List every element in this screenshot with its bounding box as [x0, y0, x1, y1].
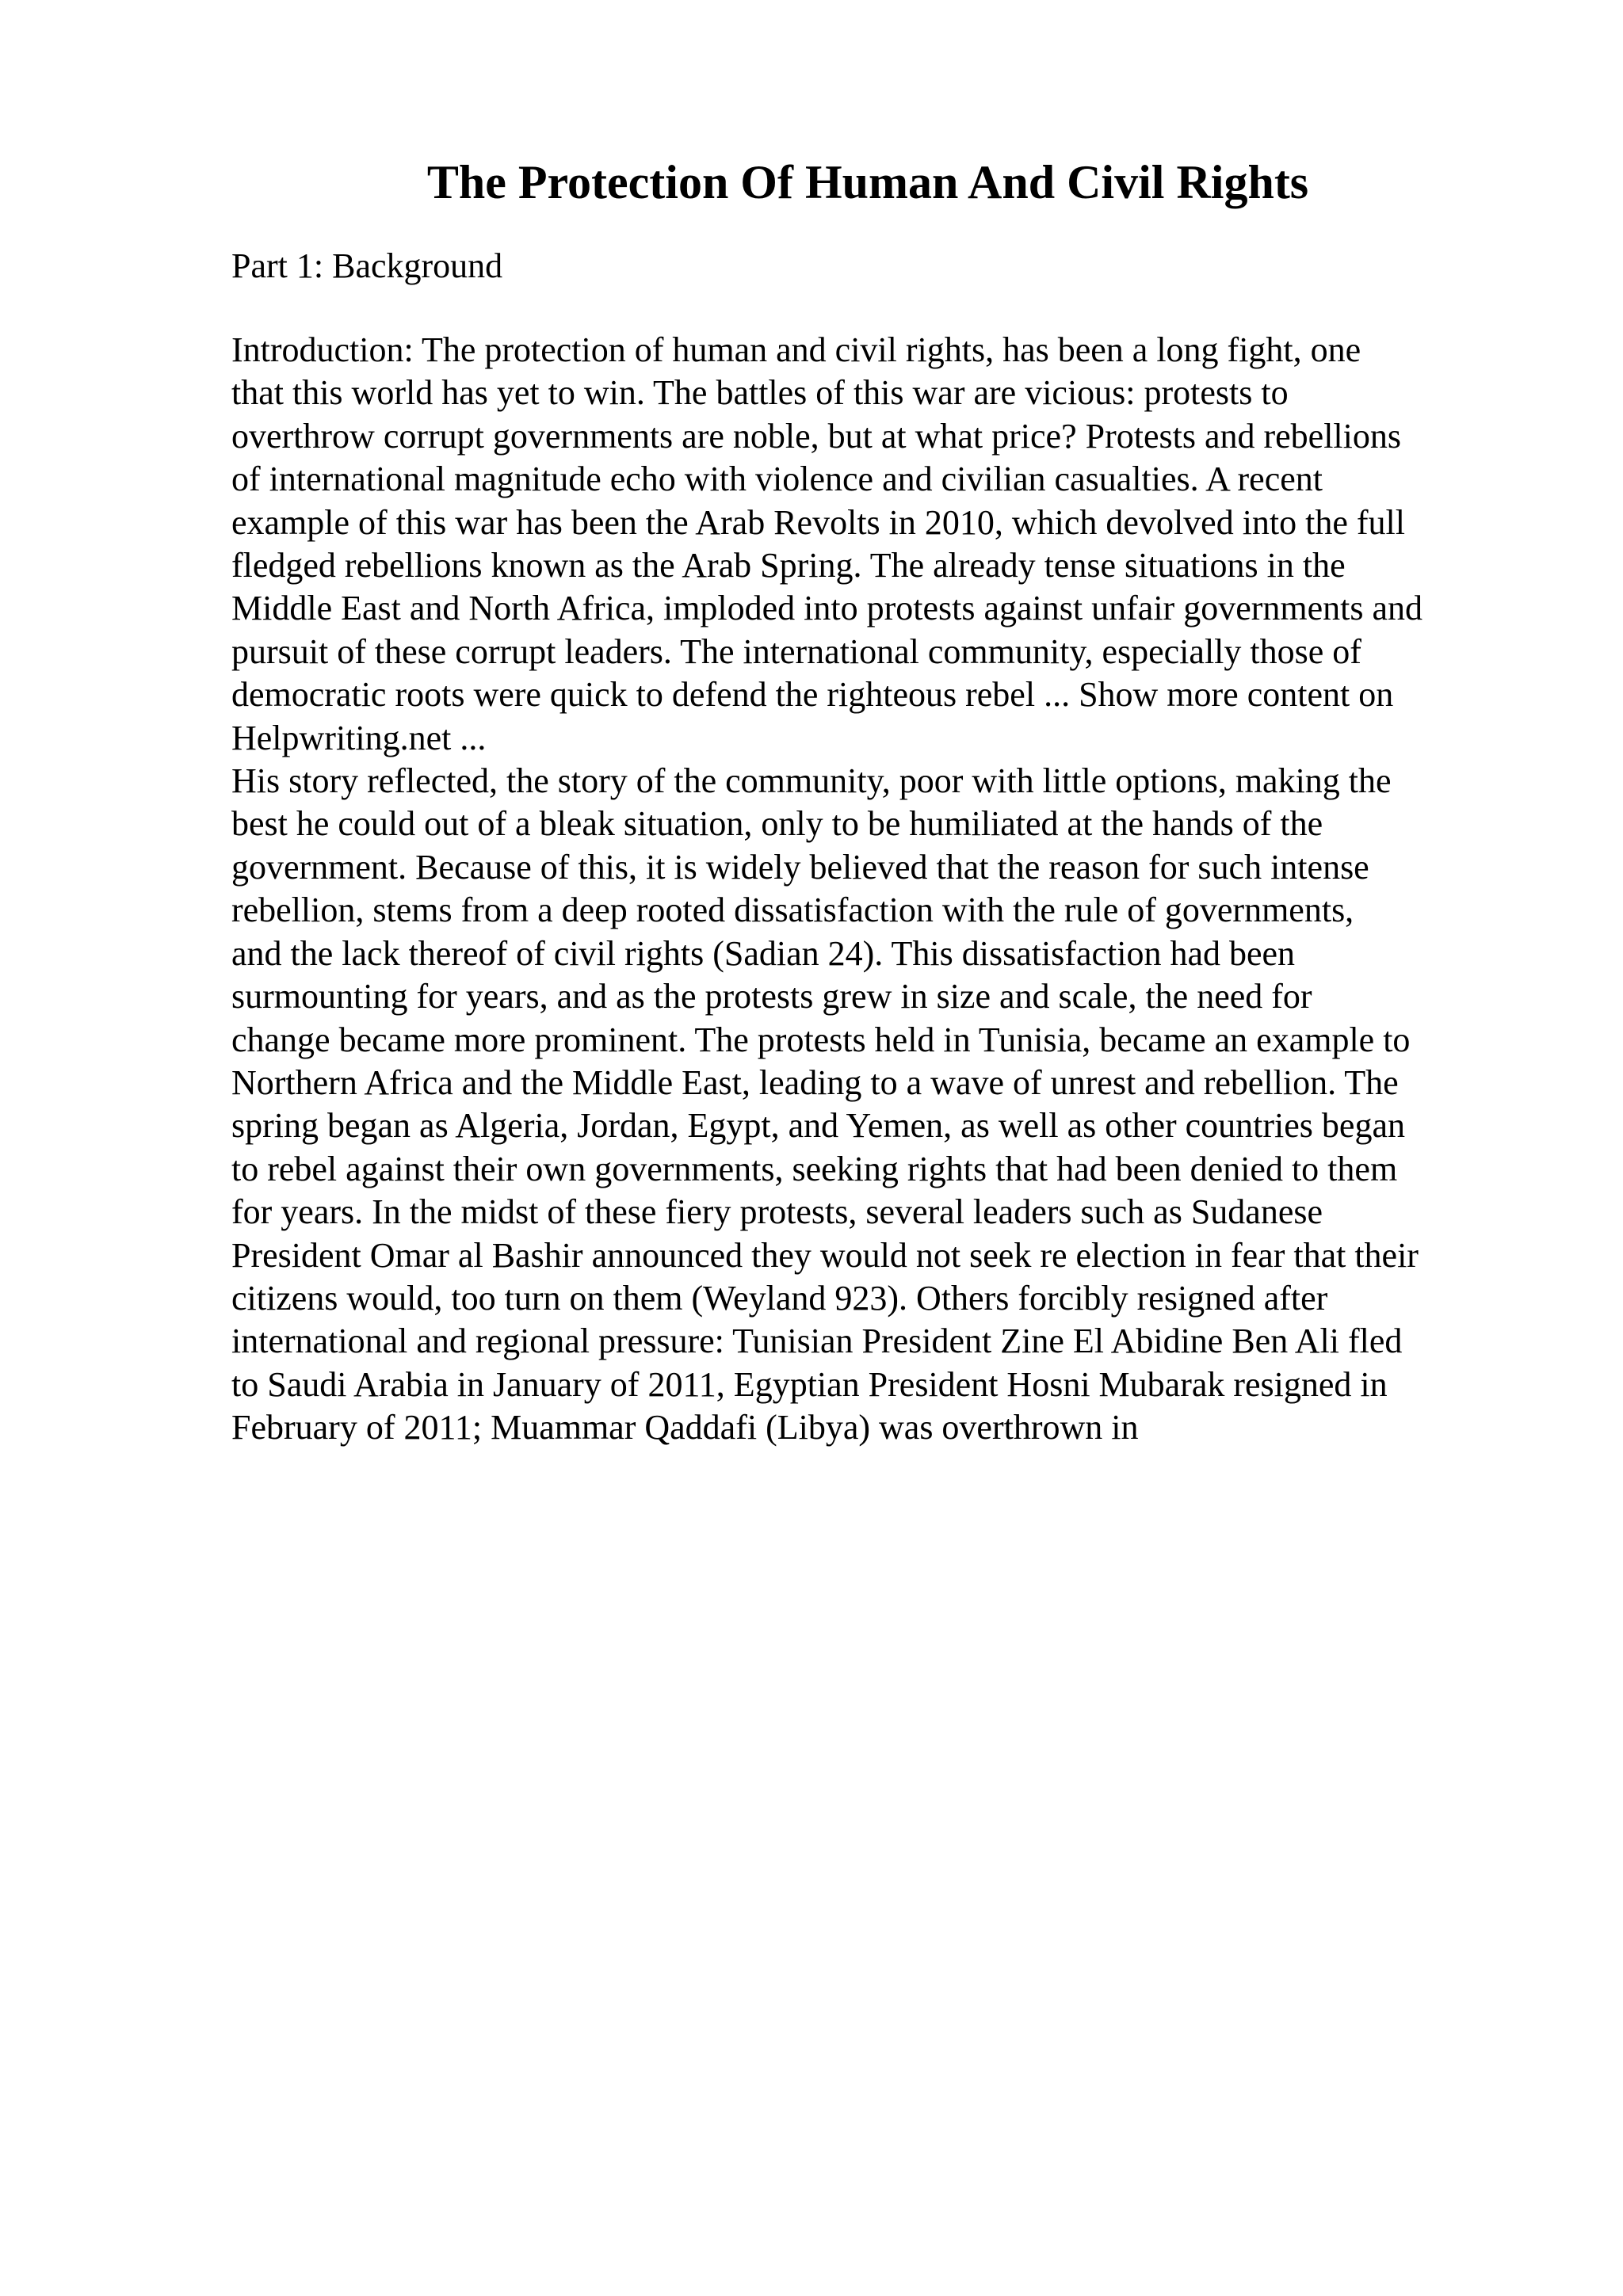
- text-line: that this world has yet to win. The battles of this war are vicious: protests to: [231, 373, 1289, 413]
- text-line: to Saudi Arabia in January of 2011, Egyptian President Hosni Mubarak resigned in: [231, 1364, 1388, 1404]
- text-line: international and regional pressure: Tunisian President Zine El Abidine Ben Ali fled: [231, 1322, 1403, 1361]
- text-line: citizens would, too turn on them (Weyland 923). Others forcibly resigned after: [231, 1278, 1328, 1318]
- text-line: surmounting for years, and as the protests grew in size and scale, the need for: [231, 977, 1312, 1016]
- document-title: The Protection Of Human And Civil Rights: [426, 156, 1309, 208]
- text-line: Introduction: The protection of human and civil rights, has been a long fight, one: [231, 330, 1361, 369]
- text-line: overthrow corrupt governments are noble, but at what price? Protests and rebellions: [231, 416, 1401, 456]
- text-line: change became more prominent. The protests held in Tunisia, became an example to: [231, 1020, 1411, 1059]
- text-line: fledged rebellions known as the Arab Spring. The already tense situations in the: [231, 546, 1346, 585]
- text-line: government. Because of this, it is widely believed that the reason for such intense: [231, 847, 1369, 887]
- text-line: spring began as Algeria, Jordan, Egypt, and Yemen, as well as other countries began: [231, 1106, 1405, 1146]
- part-heading: Part 1: Background: [231, 246, 503, 285]
- text-line: His story reflected, the story of the community, poor with little options, making the: [231, 761, 1392, 801]
- text-line: Northern Africa and the Middle East, leading to a wave of unrest and rebellion. The: [231, 1062, 1399, 1102]
- text-line: February of 2011; Muammar Qaddafi (Libya) was overthrown in: [231, 1408, 1139, 1447]
- text-line: President Omar al Bashir announced they would not seek re election in fear that their: [231, 1235, 1419, 1275]
- text-line: to rebel against their own governments, seeking rights that had been denied to them: [231, 1149, 1398, 1188]
- text-line: for years. In the midst of these fiery protests, several leaders such as Sudanese: [231, 1192, 1323, 1232]
- text-line: pursuit of these corrupt leaders. The international community, especially those of: [231, 631, 1361, 671]
- text-line: rebellion, stems from a deep rooted dissatisfaction with the rule of governments,: [231, 891, 1354, 930]
- text-line: Middle East and North Africa, imploded into protests against unfair governments and: [231, 589, 1423, 628]
- text-line: Helpwriting.net ...: [231, 718, 487, 757]
- text-line: democratic roots were quick to defend the righteous rebel ... Show more content on: [231, 675, 1394, 715]
- text-line: best he could out of a bleak situation, only to be humiliated at the hands of the: [231, 804, 1323, 844]
- text-line: example of this war has been the Arab Revolts in 2010, which devolved into the full: [231, 502, 1406, 542]
- text-line: and the lack thereof of civil rights (Sadian 24). This dissatisfaction had been: [231, 933, 1296, 973]
- body-text: [231, 329, 1515, 1450]
- text-line: of international magnitude echo with violence and civilian casualties. A recent: [231, 460, 1323, 499]
